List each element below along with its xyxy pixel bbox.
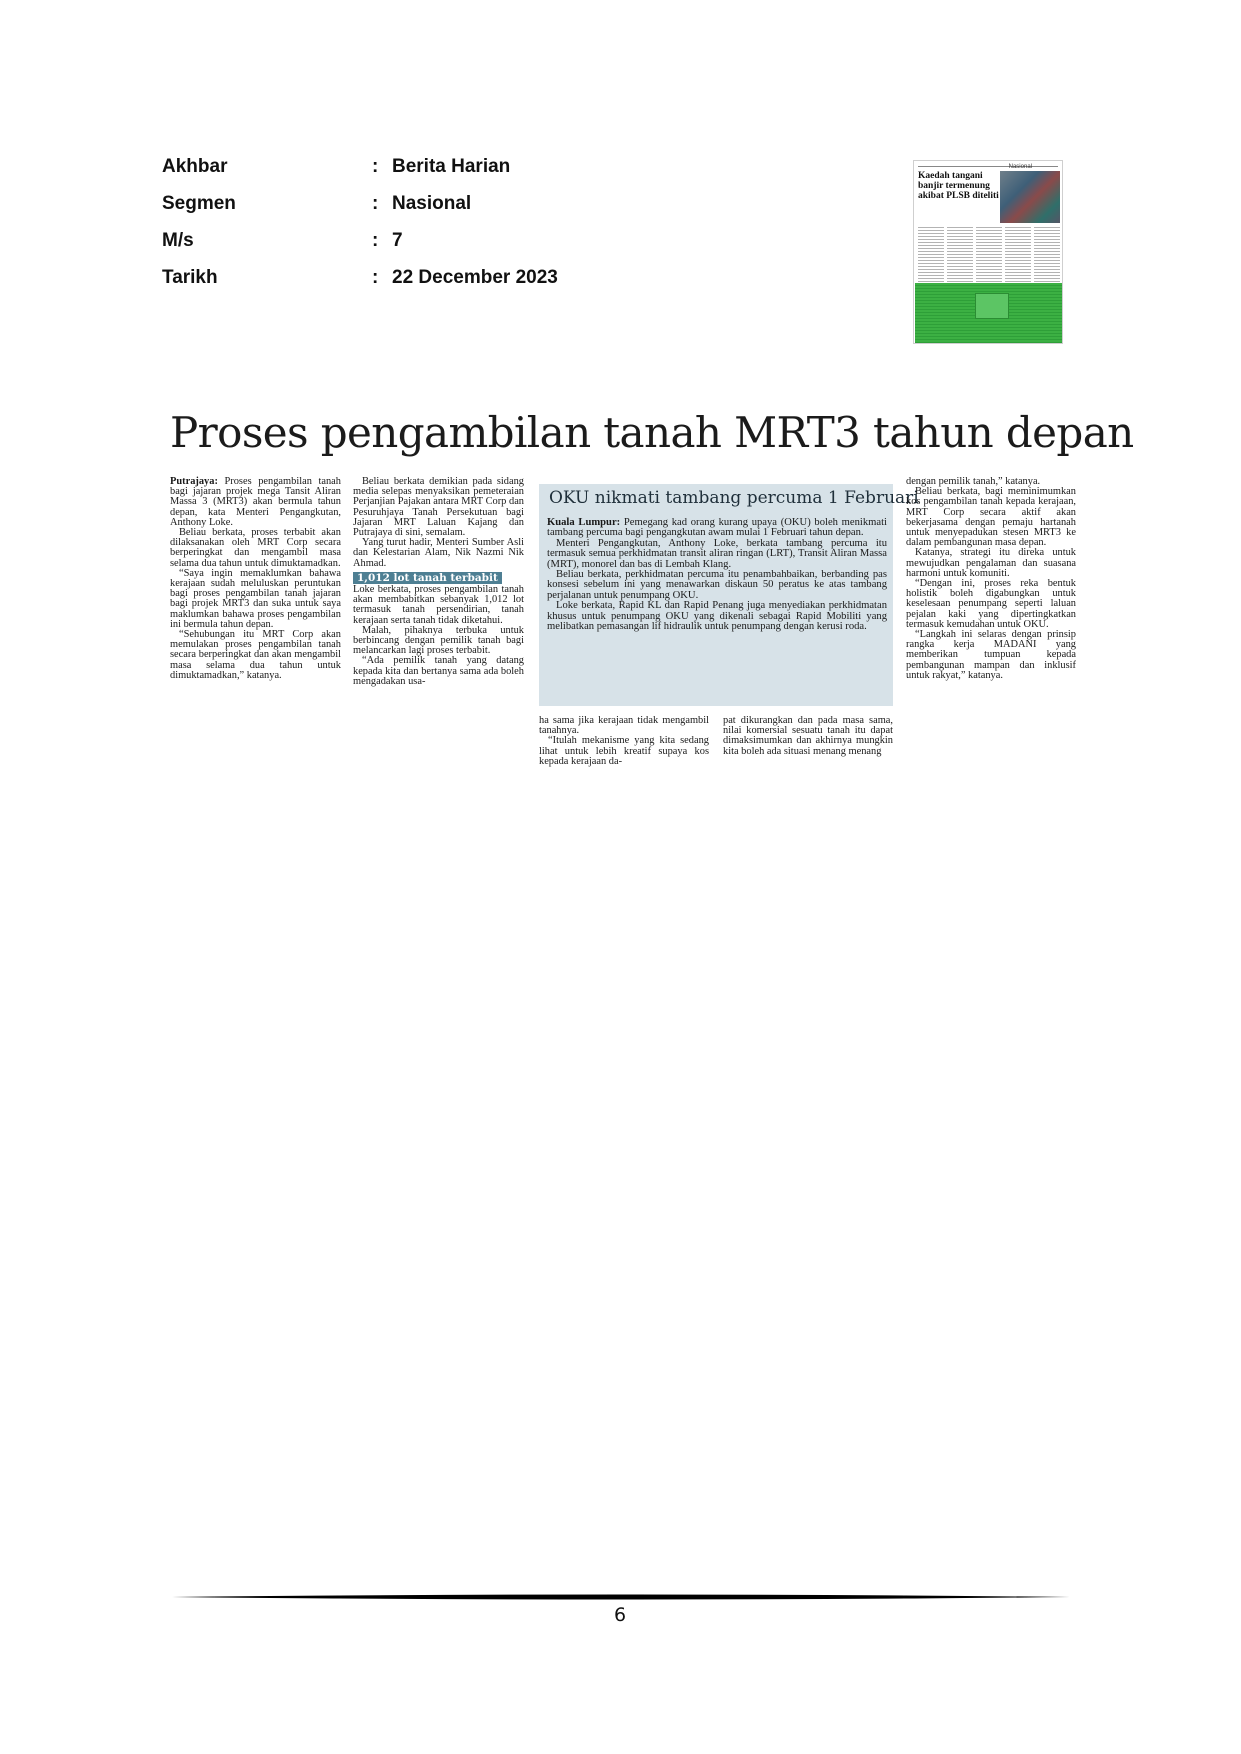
sidebar-paragraph: Loke berkata, Rapid KL dan Rapid Penang juga menyediakan perkhidmatan khusus untuk penumpang OKU yang dikenali sebagai Rapid Mobiliti yang melibatkan pemasangan lif hidraulik untuk penumpang dengan kerusi roda. [547, 600, 887, 633]
sidebar-dateline: Kuala Lumpur: [547, 517, 621, 528]
thumbnail-photo [1000, 171, 1060, 223]
sidebar-body [547, 518, 887, 632]
sidebar-headline: OKU nikmati tambang percuma 1 Februari [549, 488, 919, 508]
article-subheading: 1,012 lot tanah terbabit [353, 572, 502, 584]
article-paragraph: Loke berkata, proses pengambilan tanah akan membabitkan sebanyak 1,012 lot termasuk tanah persendirian, tanah kerajaan serta tanah tidak diketahui. [353, 584, 524, 626]
article-paragraph: “Dengan ini, proses reka bentuk holistik boleh digabungkan untuk keselesaan penumpang seperti laluan pejalan kaki yang dipertingkatkan termasuk kemudahan untuk OKU. [906, 578, 1076, 630]
article-paragraph: “Saya ingin memaklumkan bahawa kerajaan sudah meluluskan peruntukan bagi proses pengambilan tanah jajaran bagi projek MRT3 dan suka untuk saya maklumkan bahawa proses pengambilan ini bermula tahun depan. [170, 567, 341, 630]
thumbnail-section-tag: Nasional [1008, 164, 1032, 170]
meta-value: 7 [392, 229, 403, 251]
newspaper-page-thumbnail [913, 160, 1063, 344]
meta-value: 22 December 2023 [392, 266, 558, 288]
article-column-4 [723, 716, 893, 757]
article-paragraph: Malah, pihaknya terbuka untuk berbincang dengan pemilik tanah bagi melancarkan lagi proses terbabit. [353, 624, 524, 657]
meta-label: M/s [162, 229, 194, 251]
page-number: 6 [613, 1604, 627, 1626]
meta-colon: : [372, 266, 379, 288]
thumbnail-sidebar-box [975, 293, 1009, 319]
meta-colon: : [372, 192, 379, 214]
article-paragraph: Beliau berkata, bagi meminimumkan kos pengambilan tanah kepada kerajaan, MRT Corp secara aktif akan bekerjasama dengan pemaju hartanah untuk menyepadukan stesen MRT3 ke dalam pembangunan masa depan. [906, 486, 1076, 549]
sidebar-paragraph: Menteri Pengangkutan, Anthony Loke, berkata tambang percuma itu termasuk semua perkhidmatan transit aliran ringan (LRT), Transit Aliran Massa (MRT), monorel dan bas di Lembah Klang. [547, 537, 887, 570]
thumbnail-top-rule [918, 166, 1058, 169]
article-paragraph: “Ada pemilik tanah yang datang kepada kita dan bertanya sama ada boleh mengadakan usa- [353, 655, 524, 687]
clipping-metadata [162, 148, 662, 296]
meta-colon: : [372, 155, 379, 177]
sidebar-paragraph: Kuala Lumpur: Pemegang kad orang kurang upaya (OKU) boleh menikmati tambang percuma bagi pengangkutan awam mulai 1 Februari tahun depan. [547, 517, 887, 539]
article-paragraph: dengan pemilik tanah,” katanya. [906, 476, 1041, 487]
meta-value: Berita Harian [392, 155, 511, 177]
article-paragraph: “Itulah mekanisme yang kita sedang lihat untuk lebih kreatif supaya kos kepada kerajaan da- [539, 735, 709, 767]
article-paragraph: Katanya, strategi itu direka untuk mewujudkan pengalaman dan suasana harmoni untuk komuniti. [906, 547, 1076, 579]
article-paragraph: ha sama jika kerajaan tidak mengambil tanahnya. [539, 715, 709, 737]
article-dateline: Putrajaya: [170, 476, 218, 487]
article-paragraph: Beliau berkata demikian pada sidang media selepas menyaksikan pemeteraian Perjanjian Pajakan antara MRT Corp dan Pesuruhjaya Tanah Persekutuan bagi Jajaran MRT Laluan Kajang dan Putrajaya di sini, semalam. [353, 476, 524, 539]
article-column-1 [170, 477, 341, 681]
article-paragraph: Putrajaya: Proses pengambilan tanah bagi jajaran projek mega Tansit Aliran Massa 3 (MRT3) akan bermula tahun depan, kata Menteri Pengangkutan, Anthony Loke. [170, 476, 341, 528]
meta-row-page [162, 222, 662, 259]
meta-row-akhbar [162, 148, 662, 185]
meta-label: Segmen [162, 192, 236, 214]
article-column-5 [906, 477, 1076, 681]
article-paragraph: “Sehubungan itu MRT Corp akan memulakan proses pengambilan tanah secara berperingkat dan akan mengambil masa selama dua tahun untuk dimuktamadkan,” katanya. [170, 629, 341, 681]
meta-value: Nasional [392, 192, 472, 214]
meta-colon: : [372, 229, 379, 251]
article-paragraph: Beliau berkata, proses terbabit akan dilaksanakan oleh MRT Corp secara berperingkat dan mengambil masa selama dua tahun untuk dimuktamadkan. [170, 527, 341, 569]
meta-label: Akhbar [162, 155, 228, 177]
meta-row-segmen [162, 185, 662, 222]
meta-row-tarikh [162, 259, 662, 296]
thumbnail-headline: Kaedah tangani banjir termenung akibat PLSB diteliti [918, 171, 999, 201]
sidebar-story-box [539, 484, 919, 706]
article-paragraph: pat dikurangkan dan pada masa sama, nilai komersial sesuatu tanah itu dapat dimaksimumkan dan akhirnya mungkin kita boleh ada situasi menang menang [723, 715, 893, 757]
article-headline: Proses pengambilan tanah MRT3 tahun depan [170, 408, 1134, 457]
article-column-2 [353, 477, 524, 687]
sidebar-paragraph: Beliau berkata, perkhidmatan percuma itu penambahbaikan, berbanding pas konsesi sebelum ini yang menawarkan diskaun 50 peratus ke atas tambang perjalanan untuk penumpang OKU. [547, 569, 887, 601]
article-column-3 [539, 716, 709, 767]
meta-label: Tarikh [162, 266, 218, 288]
thumbnail-highlighted-article [915, 283, 1063, 344]
footer-rule [172, 1593, 1070, 1601]
article-paragraph: Yang turut hadir, Menteri Sumber Asli dan Kelestarian Alam, Nik Nazmi Nik Ahmad. [353, 537, 524, 569]
article-paragraph: “Langkah ini selaras dengan prinsip rangka kerja MADANI yang memberikan tumpuan kepada pembangunan mampan dan inklusif untuk rakyat,” katanya. [906, 629, 1076, 681]
